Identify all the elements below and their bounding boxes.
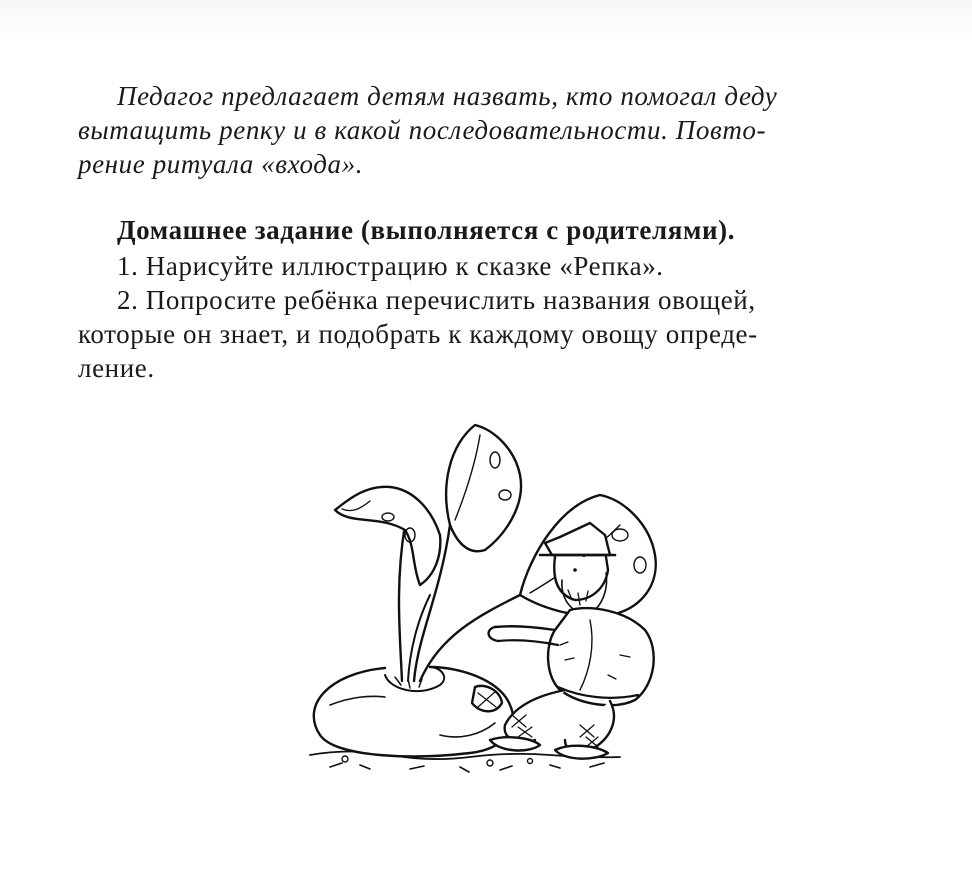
homework-item-1: 1. Нарисуйте иллюстрацию к сказке «Репка».	[117, 251, 664, 281]
turnip-illustration	[290, 405, 690, 785]
instruction-line-2: вытащить репку и в какой последовательности. Повто-	[78, 115, 767, 145]
page-top-shade	[0, 0, 972, 40]
instruction-line-3: рение ритуала «входа».	[78, 149, 364, 179]
instruction-line-1: Педагог предлагает детям назвать, кто помогал деду	[117, 81, 778, 111]
homework-item-2-line-3: ление.	[78, 353, 155, 383]
homework-item-2-line-1: 2. Попросите ребёнка перечислить названия овощей,	[117, 285, 756, 315]
turnip-drawing-icon	[290, 405, 690, 785]
homework-heading: Домашнее задание (выполняется с родителями).	[117, 215, 736, 245]
homework-item-2-line-2: которые он знает, и подобрать к каждому овощу опреде-	[78, 319, 758, 349]
